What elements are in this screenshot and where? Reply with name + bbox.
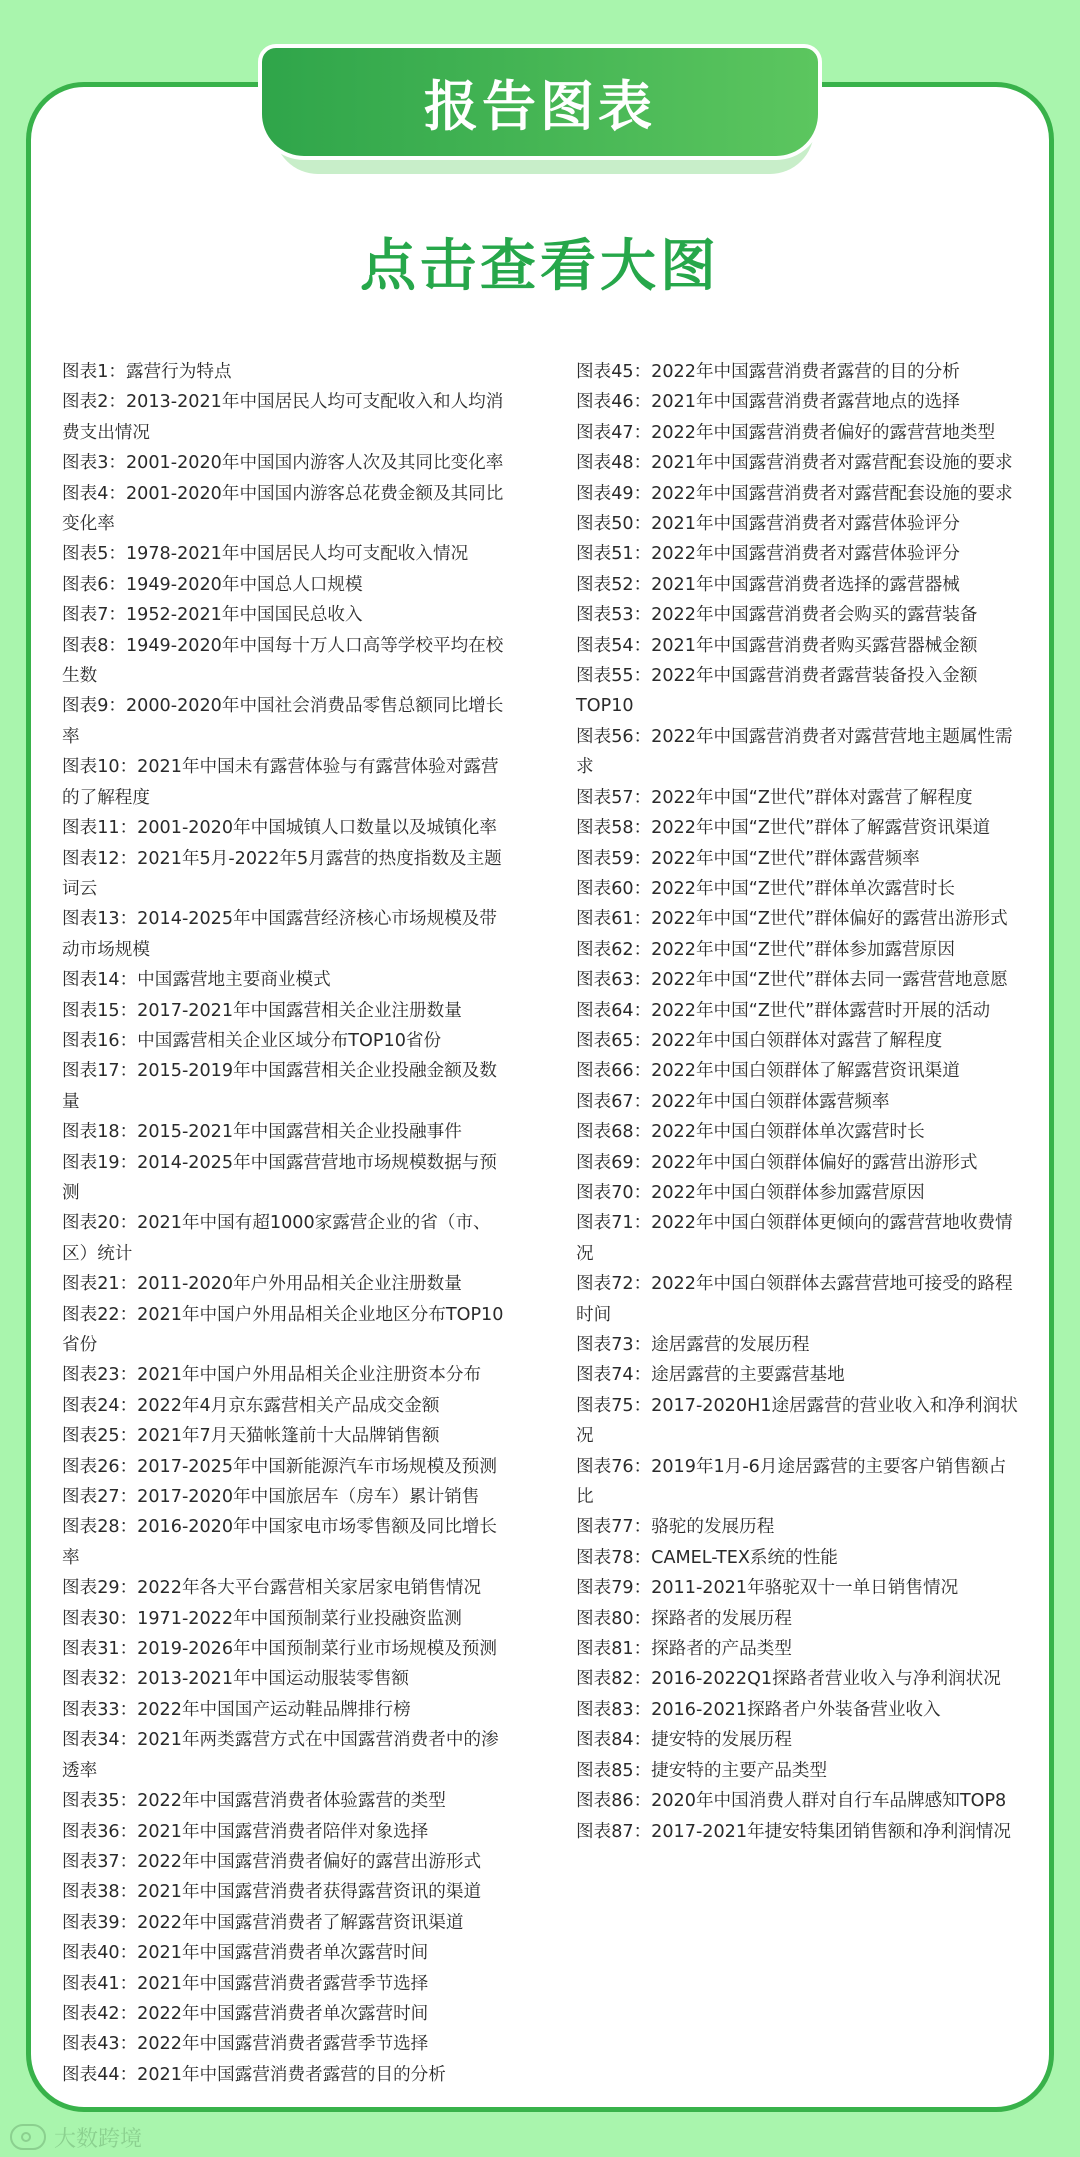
chart-list-item[interactable]: 图表5：1978-2021年中国居民人均可支配收入情况	[62, 544, 469, 565]
chart-list-item[interactable]: 图表71：2022年中国白领群体更倾向的露营营地收费情况	[576, 1213, 1013, 1264]
chart-list-item[interactable]: 图表42：2022年中国露营消费者单次露营时间	[62, 2003, 429, 2024]
chart-list-item[interactable]: 图表51：2022年中国露营消费者对露营体验评分	[576, 544, 960, 565]
chart-list-item[interactable]: 图表39：2022年中国露营消费者了解露营资讯渠道	[62, 1912, 464, 1933]
watermark-logo-icon	[10, 2124, 46, 2150]
chart-list-item[interactable]: 图表82：2016-2022Q1探路者营业收入与净利润状况	[576, 1669, 1001, 1690]
chart-list-item[interactable]: 图表6：1949-2020年中国总人口规模	[62, 574, 363, 595]
chart-list-item[interactable]: 图表29：2022年各大平台露营相关家居家电销售情况	[62, 1578, 482, 1599]
chart-list-item[interactable]: 图表14：中国露营地主要商业模式	[62, 970, 331, 991]
chart-list-item[interactable]: 图表17：2015-2019年中国露营相关企业投融金额及数量	[62, 1061, 497, 1112]
chart-list-item[interactable]: 图表45：2022年中国露营消费者露营的目的分析	[576, 362, 960, 382]
chart-list-item[interactable]: 图表57：2022年中国“Z世代”群体对露营了解程度	[576, 787, 973, 808]
chart-list-item[interactable]: 图表65：2022年中国白领群体对露营了解程度	[576, 1030, 943, 1051]
chart-list-item[interactable]: 图表8：1949-2020年中国每十万人口高等学校平均在校生数	[62, 635, 504, 687]
chart-list-item[interactable]: 图表48：2021年中国露营消费者对露营配套设施的要求	[576, 453, 1013, 474]
chart-list-item[interactable]: 图表50：2021年中国露营消费者对露营体验评分	[576, 514, 960, 535]
chart-list-item[interactable]: 图表3：2001-2020年中国国内游客人次及其同比变化率	[62, 453, 504, 474]
chart-list-item[interactable]: 图表43：2022年中国露营消费者露营季节选择	[62, 2034, 429, 2055]
banner-title: 报告图表	[258, 44, 822, 160]
chart-list-item[interactable]: 图表83：2016-2021探路者户外装备营业收入	[576, 1699, 941, 1720]
chart-list-left	[62, 357, 514, 2090]
chart-list-item[interactable]: 图表13：2014-2025年中国露营经济核心市场规模及带动市场规模	[62, 909, 497, 960]
chart-list-item[interactable]: 图表10：2021年中国未有露营体验与有露营体验对露营的了解程度	[62, 757, 499, 808]
chart-list-item[interactable]: 图表32：2013-2021年中国运动服装零售额	[62, 1669, 410, 1690]
chart-list-item[interactable]: 图表56：2022年中国露营消费者对露营营地主题属性需求	[576, 726, 1013, 778]
chart-list-item[interactable]: 图表47：2022年中国露营消费者偏好的露营营地类型	[576, 422, 996, 443]
chart-list-item[interactable]: 图表61：2022年中国“Z世代”群体偏好的露营出游形式	[576, 909, 1008, 930]
chart-list-item[interactable]: 图表49：2022年中国露营消费者对露营配套设施的要求	[576, 483, 1013, 504]
chart-list-item[interactable]: 图表78：CAMEL-TEX系统的性能	[576, 1547, 838, 1568]
chart-list-item[interactable]: 图表84：捷安特的发展历程	[576, 1730, 792, 1751]
chart-list-item[interactable]: 图表30：1971-2022年中国预制菜行业投融资监测	[62, 1608, 462, 1629]
chart-list-item[interactable]: 图表41：2021年中国露营消费者露营季节选择	[62, 1973, 429, 1994]
chart-list-item[interactable]: 图表85：捷安特的主要产品类型	[576, 1760, 828, 1781]
chart-list-item[interactable]: 图表21：2011-2020年户外用品相关企业注册数量	[62, 1274, 462, 1295]
chart-list-item[interactable]: 图表12：2021年5月-2022年5月露营的热度指数及主题词云	[62, 848, 502, 899]
chart-list-item[interactable]: 图表34：2021年两类露营方式在中国露营消费者中的渗透率	[62, 1730, 499, 1781]
chart-list-item[interactable]: 图表40：2021年中国露营消费者单次露营时间	[62, 1943, 429, 1964]
chart-list-item[interactable]: 图表73：途居露营的发展历程	[576, 1335, 810, 1355]
chart-list-item[interactable]: 图表86：2020年中国消费人群对自行车品牌感知TOP8	[576, 1791, 1007, 1812]
watermark	[10, 2122, 142, 2152]
chart-list-item[interactable]: 图表18：2015-2021年中国露营相关企业投融事件	[62, 1122, 462, 1143]
chart-list-item[interactable]: 图表44：2021年中国露营消费者露营的目的分析	[62, 2064, 446, 2085]
chart-list-item[interactable]: 图表60：2022年中国“Z世代”群体单次露营时长	[576, 878, 955, 899]
chart-list-item[interactable]: 图表69：2022年中国白领群体偏好的露营出游形式	[576, 1152, 978, 1173]
watermark-text: 大数跨境	[54, 2126, 143, 2152]
chart-list-item[interactable]: 图表46：2021年中国露营消费者露营地点的选择	[576, 392, 960, 413]
chart-list-item[interactable]: 图表11：2001-2020年中国城镇人口数量以及城镇化率	[62, 818, 497, 839]
chart-list-item[interactable]: 图表27：2017-2020年中国旅居车（房车）累计销售	[62, 1487, 480, 1508]
chart-list-item[interactable]: 图表77：骆驼的发展历程	[576, 1517, 775, 1538]
chart-list-item[interactable]: 图表24：2022年4月京东露营相关产品成交金额	[62, 1395, 440, 1416]
chart-list-item[interactable]: 图表80：探路者的发展历程	[576, 1608, 792, 1629]
chart-list-item[interactable]: 图表37：2022年中国露营消费者偏好的露营出游形式	[62, 1851, 482, 1872]
chart-list-item[interactable]: 图表7：1952-2021年中国国民总收入	[62, 605, 363, 626]
chart-list-item[interactable]: 图表9：2000-2020年中国社会消费品零售总额同比增长率	[62, 696, 504, 747]
chart-list-item[interactable]: 图表76：2019年1月-6月途居露营的主要客户销售额占比	[576, 1456, 1007, 1508]
chart-list-item[interactable]: 图表58：2022年中国“Z世代”群体了解露营资讯渠道	[576, 818, 991, 839]
chart-list-item[interactable]: 图表67：2022年中国白领群体露营频率	[576, 1091, 890, 1112]
chart-list-item[interactable]: 图表19：2014-2025年中国露营营地市场规模数据与预测	[62, 1152, 497, 1203]
chart-list-item[interactable]: 图表75：2017-2020H1途居露营的营业收入和净利润状况	[576, 1395, 1018, 1447]
chart-list-item[interactable]: 图表16：中国露营相关企业区域分布TOP10省份	[62, 1030, 442, 1051]
chart-list-item[interactable]: 图表62：2022年中国“Z世代”群体参加露营原因	[576, 939, 955, 960]
chart-list-item[interactable]: 图表59：2022年中国“Z世代”群体露营频率	[576, 848, 920, 869]
chart-list-item[interactable]: 图表36：2021年中国露营消费者陪伴对象选择	[62, 1821, 429, 1842]
chart-list-item[interactable]: 图表15：2017-2021年中国露营相关企业注册数量	[62, 1000, 462, 1021]
chart-list-item[interactable]: 图表72：2022年中国白领群体去露营营地可接受的路程时间	[576, 1274, 1013, 1325]
chart-list-item[interactable]: 图表26：2017-2025年中国新能源汽车市场规模及预测	[62, 1456, 497, 1477]
chart-list-item[interactable]: 图表33：2022年中国国产运动鞋品牌排行榜	[62, 1699, 411, 1720]
chart-list-item[interactable]: 图表53：2022年中国露营消费者会购买的露营装备	[576, 605, 978, 626]
chart-list-item[interactable]: 图表79：2011-2021年骆驼双十一单日销售情况	[576, 1578, 959, 1599]
chart-list-item[interactable]: 图表31：2019-2026年中国预制菜行业市场规模及预测	[62, 1639, 497, 1660]
chart-list-item[interactable]: 图表74：途居露营的主要露营基地	[576, 1365, 845, 1386]
chart-list-item[interactable]: 图表20：2021年中国有超1000家露营企业的省（市、区）统计	[62, 1213, 491, 1264]
chart-list-item[interactable]: 图表25：2021年7月天猫帐篷前十大品牌销售额	[62, 1426, 440, 1447]
chart-list-item[interactable]: 图表81：探路者的产品类型	[576, 1639, 792, 1660]
view-large-image-link[interactable]: 点击查看大图	[360, 234, 720, 299]
chart-list-item[interactable]: 图表1：露营行为特点	[62, 362, 232, 382]
chart-list-item[interactable]: 图表2：2013-2021年中国居民人均可支配收入和人均消费支出情况	[62, 392, 504, 443]
chart-list-item[interactable]: 图表22：2021年中国户外用品相关企业地区分布TOP10省份	[62, 1304, 504, 1355]
chart-list-item[interactable]: 图表35：2022年中国露营消费者体验露营的类型	[62, 1791, 446, 1812]
chart-list-item[interactable]: 图表52：2021年中国露营消费者选择的露营器械	[576, 574, 960, 595]
chart-list-item[interactable]: 图表28：2016-2020年中国家电市场零售额及同比增长率	[62, 1517, 497, 1568]
chart-list-item[interactable]: 图表55：2022年中国露营消费者露营装备投入金额TOP10	[576, 666, 978, 717]
chart-list-item[interactable]: 图表23：2021年中国户外用品相关企业注册资本分布	[62, 1365, 482, 1386]
chart-list-item[interactable]: 图表70：2022年中国白领群体参加露营原因	[576, 1182, 925, 1203]
chart-list-item[interactable]: 图表38：2021年中国露营消费者获得露营资讯的渠道	[62, 1882, 482, 1903]
chart-list-item[interactable]: 图表64：2022年中国“Z世代”群体露营时开展的活动	[576, 1000, 991, 1021]
chart-list-item[interactable]: 图表68：2022年中国白领群体单次露营时长	[576, 1122, 925, 1143]
chart-list-item[interactable]: 图表54：2021年中国露营消费者购买露营器械金额	[576, 635, 978, 656]
chart-list-item[interactable]: 图表87：2017-2021年捷安特集团销售额和净利润情况	[576, 1821, 1011, 1842]
chart-list-item[interactable]: 图表4：2001-2020年中国国内游客总花费金额及其同比变化率	[62, 483, 504, 535]
chart-list-item[interactable]: 图表66：2022年中国白领群体了解露营资讯渠道	[576, 1061, 960, 1082]
chart-list-right	[576, 357, 1021, 1847]
chart-list-item[interactable]: 图表63：2022年中国“Z世代”群体去同一露营营地意愿	[576, 970, 1008, 991]
